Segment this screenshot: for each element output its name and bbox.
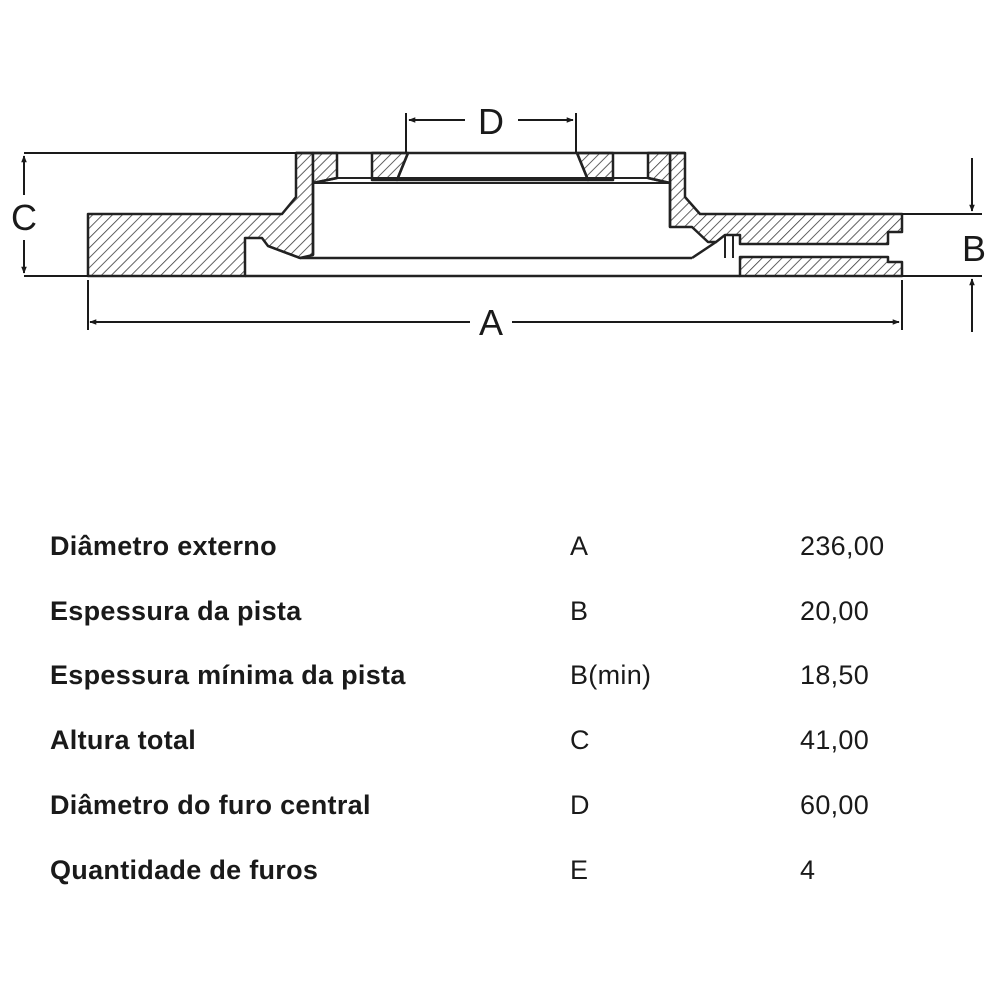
table-row (50, 773, 950, 838)
spec-value: 20,00 (800, 595, 870, 626)
table-row (50, 644, 950, 709)
spec-value: 41,00 (800, 725, 870, 756)
dimension-b-label: B (961, 228, 987, 269)
bottom-face-line (245, 242, 740, 276)
spec-name: Espessura mínima da pista (50, 660, 406, 691)
spec-name: Quantidade de furos (50, 854, 319, 885)
disc-section (88, 153, 902, 276)
spec-code: A (570, 530, 589, 561)
center-bore-edge (397, 153, 588, 180)
table-row (50, 579, 950, 644)
specifications-table (50, 514, 950, 903)
spec-code: C (570, 725, 590, 756)
spec-code: D (570, 790, 590, 821)
table-row (50, 708, 950, 773)
spec-value: 4 (800, 854, 816, 885)
dimension-d-label: D (478, 101, 504, 142)
spec-value: 236,00 (800, 530, 885, 561)
right-lower-plate (740, 257, 902, 276)
dimension-a-label: A (478, 302, 504, 343)
table-row (50, 514, 950, 579)
dimension-c-label: C (11, 197, 37, 238)
spec-value: 18,50 (800, 660, 870, 691)
right-section-body (670, 153, 902, 244)
spec-name: Espessura da pista (50, 595, 302, 626)
table-row (50, 838, 950, 903)
spec-name: Altura total (50, 725, 197, 756)
brake-disc-cross-section-drawing (0, 0, 1000, 420)
spec-value: 60,00 (800, 790, 870, 821)
left-section-body (88, 153, 313, 276)
spec-code: B (570, 595, 589, 626)
spec-name: Diâmetro do furo central (50, 790, 371, 821)
spec-code: B(min) (570, 660, 652, 691)
hat-top-outline (296, 153, 685, 255)
spec-code: E (570, 854, 589, 885)
spec-name: Diâmetro externo (50, 530, 277, 561)
